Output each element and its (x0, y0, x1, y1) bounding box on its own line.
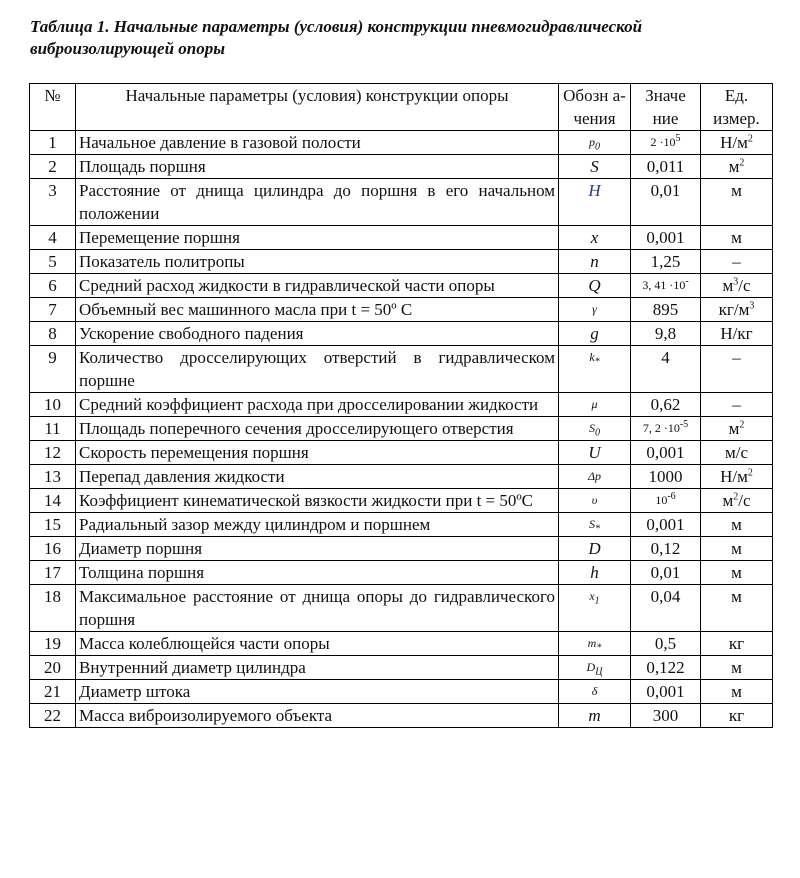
unit-tail: /с (738, 276, 751, 295)
parameter-name: Средний расход жидкости в гидравлической части опоры (76, 274, 559, 298)
unit-exponent: 2 (747, 133, 753, 145)
parameter-symbol: δ (559, 680, 631, 704)
header-parameter: Начальные параметры (условия) конструкции опоры (76, 84, 559, 131)
parameter-unit (701, 274, 773, 298)
table-row (30, 274, 773, 298)
parameter-unit (701, 131, 773, 155)
parameter-symbol: Q (559, 274, 631, 298)
parameter-unit (701, 155, 773, 179)
value-exponent: -6 (667, 491, 676, 502)
parameter-value: 0,04 (631, 585, 701, 632)
parameter-unit (701, 417, 773, 441)
row-number: 20 (30, 656, 76, 680)
parameter-value (631, 274, 701, 298)
table-row (30, 322, 773, 346)
table-row (30, 417, 773, 441)
table-row (30, 226, 773, 250)
parameter-value: 0,001 (631, 513, 701, 537)
parameter-symbol: Δp (559, 465, 631, 489)
symbol-subscript: 0 (595, 141, 600, 153)
header-unit: Ед. измер. (701, 84, 773, 131)
parameter-unit: кг (701, 704, 773, 728)
parameter-name: Начальное давление в газовой полости (76, 131, 559, 155)
row-number: 1 (30, 131, 76, 155)
parameter-name: Коэффициент кинематической вязкости жидкости при t = 50ºС (76, 489, 559, 513)
symbol-base: m (587, 636, 597, 650)
parameter-value: 0,122 (631, 656, 701, 680)
symbol-subscript: * (594, 356, 600, 368)
value-exponent: -5 (679, 419, 689, 430)
parameter-symbol: U (559, 441, 631, 465)
parameter-symbol (559, 131, 631, 155)
parameter-value (631, 489, 701, 513)
parameter-value: 0,01 (631, 561, 701, 585)
unit-base: Н/м (720, 467, 748, 486)
row-number: 4 (30, 226, 76, 250)
parameter-unit: м (701, 513, 773, 537)
symbol-subscript: 1 (594, 595, 600, 607)
table-row (30, 393, 773, 417)
parameter-unit (701, 489, 773, 513)
parameter-name: Перемещение поршня (76, 226, 559, 250)
parameter-symbol: m (559, 704, 631, 728)
row-number: 13 (30, 465, 76, 489)
parameter-symbol: g (559, 322, 631, 346)
row-number: 12 (30, 441, 76, 465)
table-row (30, 513, 773, 537)
parameter-symbol (559, 632, 631, 656)
parameter-value: 0,001 (631, 441, 701, 465)
table-row (30, 131, 773, 155)
parameter-value: 4 (631, 346, 701, 393)
parameter-unit: кг (701, 632, 773, 656)
table-row (30, 489, 773, 513)
parameter-unit: м (701, 226, 773, 250)
parameter-name: Средний коэффициент расхода при дросселировании жидкости (76, 393, 559, 417)
parameter-name: Ускорение свободного падения (76, 322, 559, 346)
parameter-value: 300 (631, 704, 701, 728)
table-row (30, 298, 773, 322)
parameter-name: Объемный вес машинного масла при t = 50º С (76, 298, 559, 322)
parameter-symbol: x (559, 226, 631, 250)
parameter-name: Площадь поршня (76, 155, 559, 179)
parameter-name: Перепад давления жидкости (76, 465, 559, 489)
parameter-unit: – (701, 393, 773, 417)
parameter-unit: – (701, 250, 773, 274)
parameter-symbol: H (559, 179, 631, 226)
parameter-symbol (559, 656, 631, 680)
symbol-base: S (589, 517, 595, 531)
table-row (30, 561, 773, 585)
parameter-name: Масса колеблющейся части опоры (76, 632, 559, 656)
unit-base: м (722, 491, 734, 510)
symbol-base: S (589, 421, 595, 435)
parameter-value (631, 131, 701, 155)
parameter-name: Масса виброизолируемого объекта (76, 704, 559, 728)
value-base: 2 ·10 (650, 135, 676, 149)
row-number: 22 (30, 704, 76, 728)
parameter-symbol (559, 417, 631, 441)
symbol-subscript: Ц (595, 666, 603, 678)
parameter-name: Радиальный зазор между цилиндром и поршнем (76, 513, 559, 537)
unit-exponent: 2 (739, 157, 745, 169)
parameter-symbol: γ (559, 298, 631, 322)
parameter-symbol: D (559, 537, 631, 561)
symbol-subscript: * (596, 642, 602, 654)
parameter-value: 0,5 (631, 632, 701, 656)
parameter-value: 1000 (631, 465, 701, 489)
parameter-unit: м (701, 680, 773, 704)
value-base: 10 (655, 493, 668, 507)
table-row (30, 585, 773, 632)
parameter-value: 0,01 (631, 179, 701, 226)
value-exponent: 5 (675, 133, 681, 144)
parameter-value: 0,62 (631, 393, 701, 417)
symbol-base: x (589, 589, 595, 603)
symbol-base: p (589, 135, 595, 149)
row-number: 21 (30, 680, 76, 704)
parameter-value: 0,001 (631, 226, 701, 250)
parameter-value: 895 (631, 298, 701, 322)
row-number: 7 (30, 298, 76, 322)
parameter-unit: м (701, 656, 773, 680)
value-exponent: - (685, 276, 689, 287)
parameter-symbol: n (559, 250, 631, 274)
unit-base: м (722, 276, 734, 295)
table-row (30, 441, 773, 465)
row-number: 16 (30, 537, 76, 561)
parameter-unit (701, 298, 773, 322)
row-number: 14 (30, 489, 76, 513)
header-value: Значе ние (631, 84, 701, 131)
parameter-unit: м (701, 561, 773, 585)
parameter-name: Максимальное расстояние от днища опоры до гидравлического поршня (76, 585, 559, 632)
parameter-value: 0,011 (631, 155, 701, 179)
symbol-base: k (589, 350, 595, 364)
parameter-name: Количество дросселирующих отверстий в гидравлическом поршне (76, 346, 559, 393)
row-number: 9 (30, 346, 76, 393)
parameter-symbol: S (559, 155, 631, 179)
parameter-name: Толщина поршня (76, 561, 559, 585)
parameter-value: 9,8 (631, 322, 701, 346)
table-row (30, 465, 773, 489)
row-number: 10 (30, 393, 76, 417)
parameters-table (29, 83, 773, 728)
table-row (30, 704, 773, 728)
table-row (30, 179, 773, 226)
parameter-value: 0,12 (631, 537, 701, 561)
row-number: 2 (30, 155, 76, 179)
parameter-symbol: h (559, 561, 631, 585)
value-base: 3, 41 ·10 (642, 278, 686, 292)
parameter-unit: м (701, 537, 773, 561)
parameter-symbol (559, 346, 631, 393)
unit-exponent: 2 (747, 467, 753, 479)
symbol-base: D (586, 660, 596, 674)
row-number: 18 (30, 585, 76, 632)
row-number: 11 (30, 417, 76, 441)
row-number: 8 (30, 322, 76, 346)
parameter-unit: м (701, 179, 773, 226)
parameter-unit: – (701, 346, 773, 393)
parameter-symbol (559, 585, 631, 632)
unit-exponent: 2 (733, 491, 739, 503)
unit-base: Н/м (720, 133, 748, 152)
parameter-value: 0,001 (631, 680, 701, 704)
unit-base: м (728, 157, 740, 176)
row-number: 3 (30, 179, 76, 226)
row-number: 17 (30, 561, 76, 585)
table-row (30, 632, 773, 656)
unit-exponent: 2 (739, 419, 745, 431)
parameter-unit: м/с (701, 441, 773, 465)
parameter-value: 1,25 (631, 250, 701, 274)
table-header-row (30, 84, 773, 131)
symbol-subscript: 0 (595, 427, 600, 439)
table-row (30, 346, 773, 393)
unit-exponent: 3 (749, 300, 755, 312)
parameter-symbol: μ (559, 393, 631, 417)
unit-exponent: 3 (733, 276, 739, 288)
row-number: 6 (30, 274, 76, 298)
table-row (30, 155, 773, 179)
parameter-name: Показатель политропы (76, 250, 559, 274)
parameter-name: Диаметр штока (76, 680, 559, 704)
parameter-unit: Н/кг (701, 322, 773, 346)
parameter-unit: м (701, 585, 773, 632)
header-symbol: Обозн а- чения (559, 84, 631, 131)
parameter-name: Площадь поперечного сечения дросселирующего отверстия (76, 417, 559, 441)
parameter-name: Скорость перемещения поршня (76, 441, 559, 465)
row-number: 5 (30, 250, 76, 274)
header-number: № (30, 84, 76, 131)
table-row (30, 680, 773, 704)
parameter-name: Диаметр поршня (76, 537, 559, 561)
parameter-symbol: υ (559, 489, 631, 513)
table-row (30, 250, 773, 274)
parameter-name: Внутренний диаметр цилиндра (76, 656, 559, 680)
parameter-unit (701, 465, 773, 489)
table-row (30, 537, 773, 561)
parameter-name: Расстояние от днища цилиндра до поршня в его начальном положении (76, 179, 559, 226)
symbol-subscript: * (595, 523, 600, 535)
row-number: 15 (30, 513, 76, 537)
unit-base: м (728, 419, 740, 438)
unit-base: кг/м (718, 300, 750, 319)
parameter-value (631, 417, 701, 441)
table-row (30, 656, 773, 680)
unit-tail: /с (738, 491, 751, 510)
row-number: 19 (30, 632, 76, 656)
parameter-symbol (559, 513, 631, 537)
value-base: 7, 2 ·10 (642, 421, 680, 435)
table-caption: Таблица 1. Начальные параметры (условия) конструкции пневмогидравлической виброизолирующей опоры (30, 17, 643, 58)
